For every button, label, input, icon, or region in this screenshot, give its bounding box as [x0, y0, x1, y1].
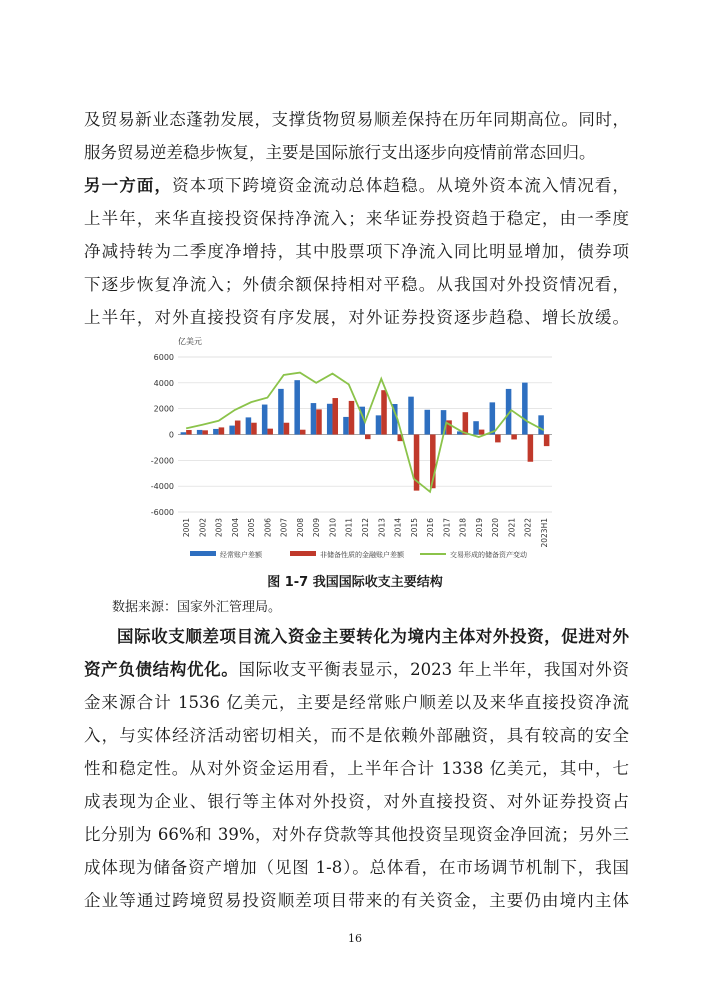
bar-financial-account: [235, 421, 241, 435]
bar-current-account: [262, 405, 268, 435]
x-tick-label: 2003: [214, 518, 224, 538]
bar-financial-account: [544, 435, 550, 447]
paragraph-1: [84, 103, 629, 334]
bar-financial-account: [381, 390, 387, 434]
x-tick-label: 2010: [328, 518, 338, 538]
bold-lead: 国际收支顺差项目流入资金主要转化为境内主体对外投资，促进对外: [117, 627, 629, 646]
x-tick-label: 2011: [344, 518, 354, 538]
bar-current-account: [229, 426, 235, 435]
x-tick-label: 2021: [507, 518, 517, 538]
text-line: 成体现为储备资产增加（见图 1-8）。总体看，在市场调节机制下，我国: [84, 858, 629, 877]
x-tick-label: 2020: [491, 518, 501, 538]
legend-swatch: [190, 551, 216, 556]
bar-financial-account: [202, 430, 208, 434]
text-line: 入，与实体经济活动密切相关，而不是依赖外部融资，具有较高的安全: [84, 726, 629, 745]
text-line: 服务贸易逆差稳步恢复，主要是国际旅行支出逐步向疫情前常态回归。: [84, 143, 596, 162]
y-tick-label: 2000: [153, 404, 174, 414]
y-tick-label: -4000: [150, 482, 174, 492]
text-line: [84, 653, 629, 686]
bar-financial-account: [251, 423, 257, 435]
y-tick-label: 0: [168, 430, 174, 440]
x-tick-label: 2002: [198, 518, 208, 538]
bold-lead-2: 资产负债结构优化。: [84, 660, 239, 679]
x-tick-labels: [182, 518, 549, 548]
x-tick-label: 2019: [474, 518, 484, 538]
x-tick-label: 2018: [458, 518, 468, 538]
bar-current-account: [522, 383, 528, 435]
x-tick-label: 2012: [361, 518, 370, 538]
bar-current-account: [294, 380, 300, 434]
bar-financial-account: [316, 409, 322, 434]
legend-label: 交易形成的储备资产变动: [450, 551, 527, 559]
x-tick-label: 2013: [377, 518, 387, 538]
text-line: 性和稳定性。从对外资金运用看，上半年合计 1338 亿美元，其中，七: [84, 759, 629, 778]
bar-financial-account: [219, 427, 225, 434]
x-tick-label: 2022: [523, 518, 533, 538]
bar-financial-account: [186, 430, 192, 434]
text-run: 资本项下跨境资金流动总体趋稳。从境外资本流入情况看，: [172, 176, 630, 195]
text-line: 上半年，对外直接投资有序发展，对外证券投资逐步趋稳、增长放缓。: [84, 308, 629, 327]
text-line: 下逐步恢复净流入；外债余额保持相对平稳。从我国对外投资情况看，: [84, 275, 629, 294]
bar-current-account: [327, 404, 333, 435]
y-axis-unit-label: 亿美元: [178, 337, 202, 346]
y-tick-label: 6000: [153, 353, 174, 362]
legend-swatch: [290, 551, 316, 556]
text-line: [84, 169, 629, 202]
x-tick-label: 2015: [409, 518, 419, 538]
bar-financial-account: [528, 435, 534, 462]
bar-current-account: [490, 402, 496, 434]
x-tick-label: 2023H1: [539, 518, 549, 548]
bar-financial-account: [463, 412, 469, 434]
bar-financial-account: [267, 429, 273, 435]
x-tick-label: 2008: [295, 518, 305, 538]
y-tick-labels: [151, 353, 174, 517]
chart-bars: [181, 380, 550, 490]
bar-current-account: [408, 397, 414, 435]
figure-caption: 图 1-7 我国国际收支主要结构: [267, 575, 443, 590]
bold-lead: 另一方面，: [84, 176, 173, 195]
x-tick-label: 2004: [230, 518, 240, 538]
bar-current-account: [343, 417, 349, 435]
bar-current-account: [425, 410, 431, 435]
bar-financial-account: [479, 430, 485, 435]
bar-current-account: [213, 429, 219, 435]
x-tick-label: 2014: [393, 518, 403, 538]
x-tick-label: 2005: [247, 518, 257, 538]
bar-financial-account: [495, 435, 501, 443]
text-line: 比分别为 66%和 39%，对外存贷款等其他投资呈现资金净回流；另外三: [84, 825, 629, 844]
x-tick-label: 2007: [279, 518, 289, 538]
bar-current-account: [278, 389, 284, 435]
bar-financial-account: [365, 435, 371, 440]
legend-label: 经常账户差额: [220, 551, 262, 559]
chart-legend: [190, 550, 527, 559]
y-tick-label: 4000: [153, 378, 174, 388]
bar-current-account: [181, 432, 187, 434]
page-number: 16: [348, 932, 362, 945]
legend-label: 非储备性质的金融账户差额: [320, 551, 404, 559]
bar-financial-account: [284, 423, 290, 435]
x-tick-label: 2006: [263, 518, 273, 538]
text-line: 金来源合计 1536 亿美元，主要是经常账户顺差以及来华直接投资净流: [84, 693, 629, 712]
bar-current-account: [538, 415, 544, 434]
text-line: [84, 620, 629, 653]
text-line: 企业等通过跨境贸易投资顺差项目带来的有关资金，主要仍由境内主体: [84, 891, 629, 910]
x-tick-label: 2009: [312, 518, 322, 538]
text-line: 及贸易新业态蓬勃发展，支撑货物贸易顺差保持在历年同期高位。同时，: [84, 110, 629, 129]
bar-current-account: [311, 403, 317, 434]
text-line: 上半年，来华直接投资保持净流入；来华证券投资趋于稳定，由一季度: [84, 209, 629, 228]
paragraph-2: [84, 620, 629, 917]
x-tick-label: 2017: [442, 518, 452, 538]
bar-current-account: [246, 417, 252, 434]
text-run: 国际收支平衡表显示，2023 年上半年，我国对外资: [238, 660, 629, 679]
x-tick-label: 2016: [426, 518, 436, 538]
bar-current-account: [473, 421, 479, 434]
bar-financial-account: [300, 430, 306, 435]
bar-current-account: [197, 430, 203, 435]
text-line: 成表现为企业、银行等主体对外投资，对外直接投资、对外证券投资占: [84, 792, 629, 811]
bar-financial-account: [332, 398, 338, 434]
y-tick-label: -6000: [150, 508, 174, 517]
balance-of-payments-chart: [140, 333, 570, 568]
text-line: 净减持转为二季度净增持，其中股票项下净流入同比明显增加，债券项: [84, 242, 629, 261]
figure-source: 数据来源：国家外汇管理局。: [112, 600, 282, 615]
bar-current-account: [376, 415, 382, 434]
bar-financial-account: [511, 435, 517, 440]
bar-financial-account: [349, 401, 355, 435]
y-tick-label: -2000: [150, 456, 174, 466]
x-tick-label: 2001: [182, 518, 192, 538]
